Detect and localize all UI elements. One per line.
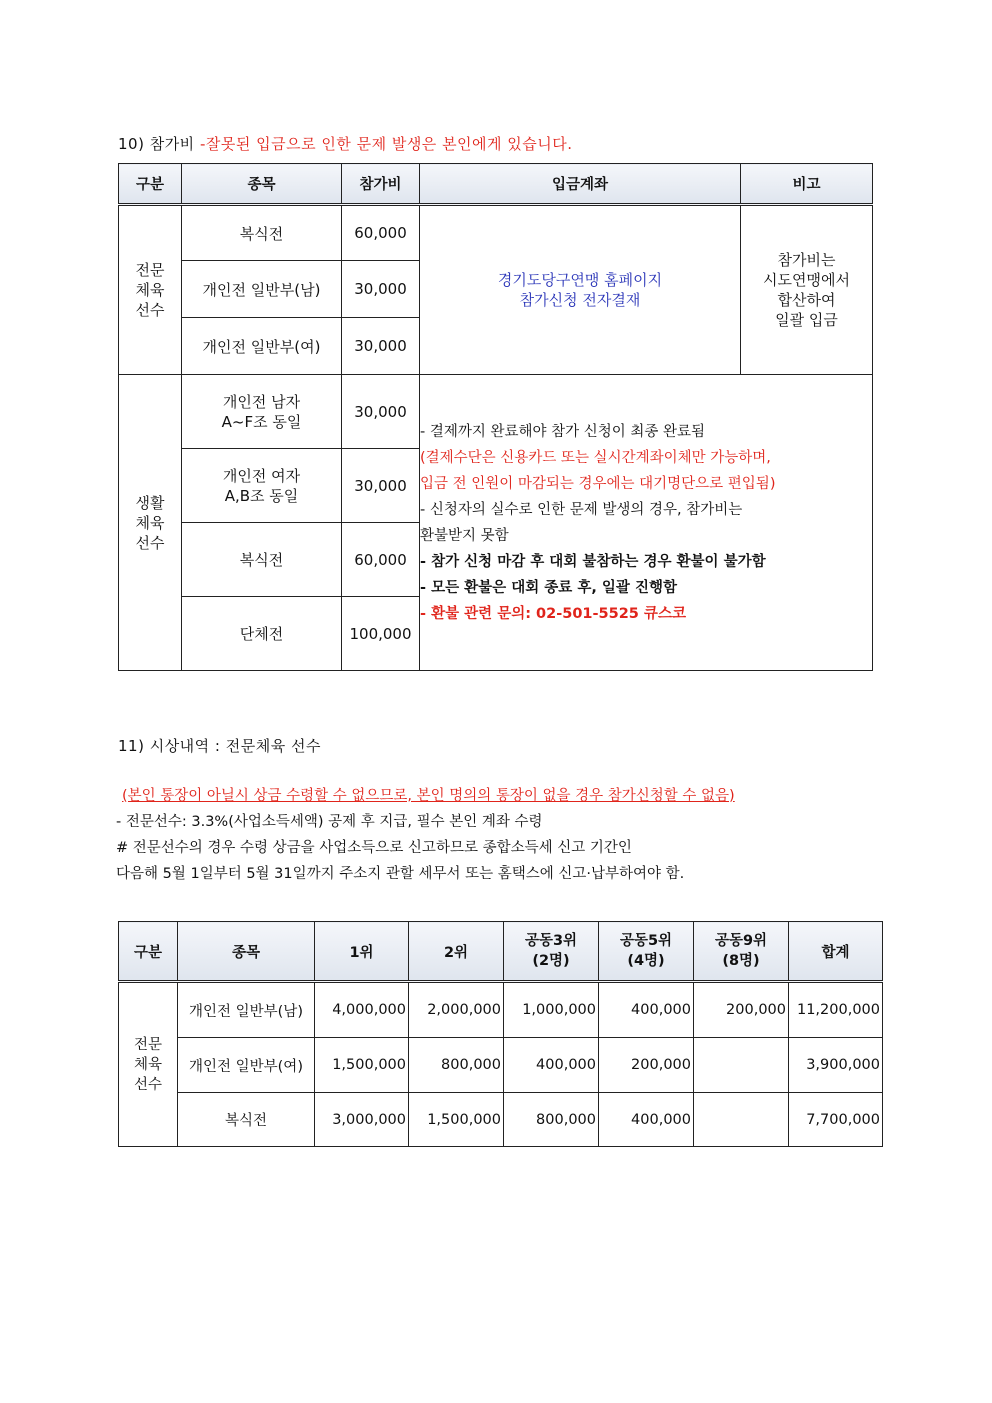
fee-cell: 30,000 [342,318,420,375]
fee-header-account: 입금계좌 [420,164,741,205]
fee-cell: 100,000 [342,597,420,671]
fee-cell: 30,000 [342,261,420,318]
prize-note-line: 다음해 5월 1일부터 5월 31일까지 주소지 관할 세무서 또는 홈택스에 신고·납부하여야 함. [116,866,685,882]
note-line: - 결제까지 완료해야 참가 신청이 최종 완료됨 [420,423,706,440]
prize-table [118,921,883,1147]
prize-value: 1,000,000 [504,982,599,1038]
prize-note-line: - 전문선수: 3.3%(사업소득세액) 공제 후 지급, 필수 본인 계좌 수령 [116,814,543,830]
prize-value: 4,000,000 [315,982,409,1038]
amateur-category-cell [119,375,182,671]
prize-value: 400,000 [599,1093,694,1147]
header-text: (2명) [532,953,570,969]
prize-header-1st: 1위 [315,922,409,982]
prize-total: 11,200,000 [789,982,883,1038]
prize-category-cell [119,982,178,1147]
prize-value: 800,000 [504,1093,599,1147]
header-text: 공동9위 [714,933,768,949]
event-cell: 복식전 [182,523,342,597]
event-cell: 단체전 [182,597,342,671]
event-text: 개인전 여자 [222,466,301,485]
remark-text: 참가비는 [777,251,836,269]
note-line: 입금 전 인원이 마감되는 경우에는 대기명단으로 편입됨) [420,475,776,492]
prize-value: 3,000,000 [315,1093,409,1147]
prize-value [694,1038,789,1093]
note-line: (결제수단은 신용카드 또는 실시간계좌이체만 가능하며, [420,449,771,466]
prize-event-cell: 개인전 일반부(남) [178,982,315,1038]
prize-value: 200,000 [694,982,789,1038]
category-text: 체육 [135,281,165,299]
fee-section-title [118,133,573,154]
note-line: - 모든 환불은 대회 종료 후, 일괄 진행함 [420,579,677,596]
prize-event-cell: 복식전 [178,1093,315,1147]
event-text: A~F조 동일 [221,412,302,431]
category-text: 선수 [135,301,165,319]
refund-contact: - 환불 관련 문의: 02-501-5525 큐스코 [420,605,686,622]
prize-header-category: 구분 [119,922,178,982]
fee-cell: 60,000 [342,523,420,597]
prize-warning: (본인 통장이 아닐시 상금 수령할 수 없으므로, 본인 명의의 통장이 없을 경우 참가신청할 수 없음) [122,788,735,804]
header-text: 공동3위 [524,933,578,949]
prize-section-title: 11) 시상내역 : 전문체육 선수 [118,737,321,755]
event-text: 개인전 남자 [222,392,301,411]
category-text: 체육 [135,513,165,532]
category-text: 선수 [135,533,165,552]
prize-header-event: 종목 [178,922,315,982]
fee-header-remark: 비고 [741,164,873,205]
prize-value: 400,000 [504,1038,599,1093]
fee-header-fee: 참가비 [342,164,420,205]
prize-header-5th [599,922,694,982]
note-line: 환불받지 못함 [420,527,509,544]
category-text: 전문 [133,1036,162,1053]
account-cell [420,205,741,375]
prize-value: 200,000 [599,1038,694,1093]
fee-header-event: 종목 [182,164,342,205]
prize-total: 7,700,000 [789,1093,883,1147]
prize-note-line: # 전문선수의 경우 수령 상금을 사업소득으로 신고하므로 종합소득세 신고 기간인 [116,840,632,856]
header-text: (4명) [627,953,665,969]
account-text: 경기도당구연맹 홈페이지 [497,271,663,289]
prize-value: 2,000,000 [409,982,504,1038]
prize-value: 800,000 [409,1038,504,1093]
event-cell [182,375,342,449]
category-text: 체육 [133,1056,162,1073]
prize-value [694,1093,789,1147]
prize-header-9th [694,922,789,982]
prize-value: 1,500,000 [315,1038,409,1093]
fee-warning: -잘못된 입금으로 인한 문제 발생은 본인에게 있습니다. [199,135,573,153]
prize-header-3rd [504,922,599,982]
pro-category-cell [119,205,182,375]
category-text: 선수 [133,1076,162,1093]
header-text: 공동5위 [619,933,673,949]
note-line: - 신청자의 실수로 인한 문제 발생의 경우, 참가비는 [420,501,743,518]
remark-text: 일괄 입금 [775,311,838,329]
prize-value: 400,000 [599,982,694,1038]
fee-table [118,163,873,671]
fee-cell: 60,000 [342,205,420,261]
event-cell [182,449,342,523]
fee-title-text: 10) 참가비 [118,135,200,153]
header-text: (8명) [722,953,760,969]
remark-text: 합산하여 [777,291,836,309]
prize-value: 1,500,000 [409,1093,504,1147]
prize-header-2nd: 2위 [409,922,504,982]
fee-cell: 30,000 [342,375,420,449]
prize-event-cell: 개인전 일반부(여) [178,1038,315,1093]
remark-text: 시도연맹에서 [763,271,850,289]
refund-notes-cell [420,375,873,671]
fee-cell: 30,000 [342,449,420,523]
note-line: - 참가 신청 마감 후 대회 불참하는 경우 환불이 불가함 [420,553,766,570]
category-text: 생활 [135,493,165,512]
event-cell: 복식전 [182,205,342,261]
prize-header-total: 합계 [789,922,883,982]
event-text: A,B조 동일 [224,486,299,505]
account-text: 참가신청 전자결재 [519,291,641,309]
event-cell: 개인전 일반부(여) [182,318,342,375]
fee-header-category: 구분 [119,164,182,205]
event-cell: 개인전 일반부(남) [182,261,342,318]
category-text: 전문 [135,261,165,279]
prize-total: 3,900,000 [789,1038,883,1093]
remark-cell [741,205,873,375]
